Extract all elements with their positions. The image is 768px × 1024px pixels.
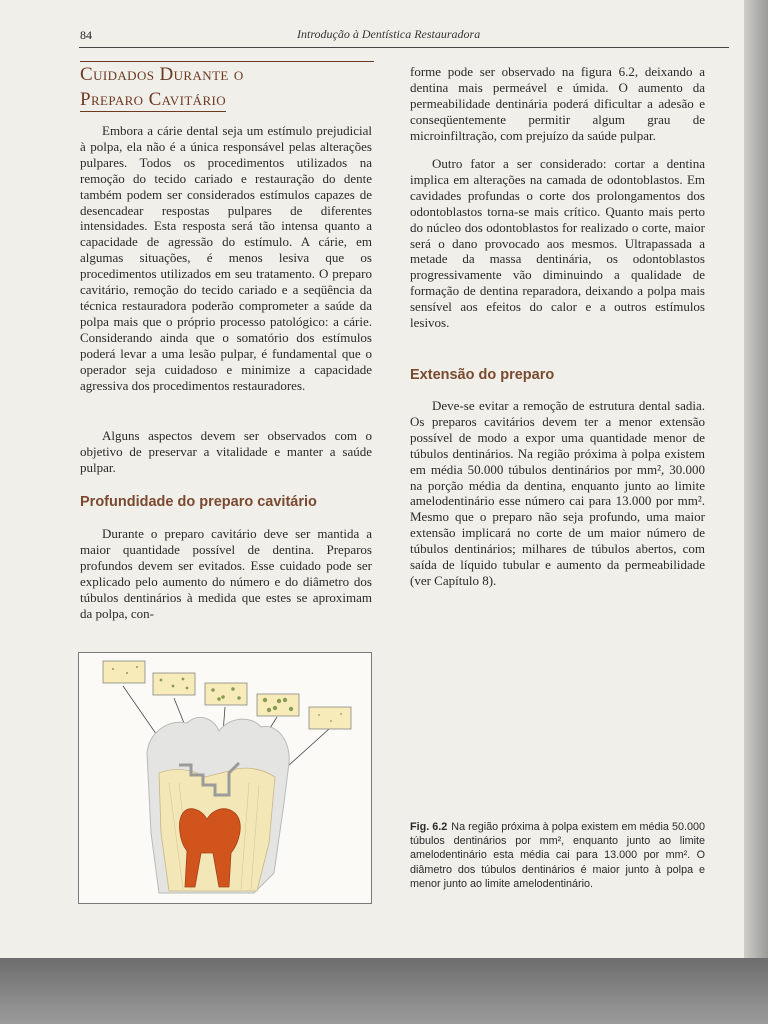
figure-tooth-illustration bbox=[78, 652, 372, 904]
tooth-diagram bbox=[79, 653, 371, 903]
scanner-background bbox=[0, 958, 768, 1024]
tubule-inset-2 bbox=[153, 673, 195, 695]
tubule-inset-4 bbox=[257, 694, 299, 716]
header-rule bbox=[79, 47, 729, 48]
subheading-extensao: Extensão do preparo bbox=[410, 367, 555, 383]
tubule-inset-5 bbox=[309, 707, 351, 729]
paragraph-aspects: Alguns aspectos devem ser observados com o objetivo de preservar a vitalidade e manter a saúde pulpar. bbox=[80, 428, 372, 475]
tubule-inset-1 bbox=[103, 661, 145, 683]
section-title-line1: Cuidados Durante o bbox=[80, 64, 244, 85]
paragraph-profundidade: Durante o preparo cavitário deve ser mantida a maior quantidade possível de dentina. Preparos profundos devem ser evitados. Esse cuidado pode ser explicado pelo aumento do número e do diâmetro dos túbulos dentinários à medida que estes se aproximam da polpa, con- bbox=[80, 526, 372, 621]
tubule-inset-3 bbox=[205, 683, 247, 705]
section-title-line2: Preparo Cavitário bbox=[80, 89, 227, 110]
page-edge-shadow bbox=[744, 0, 768, 958]
paragraph-extensao: Deve-se evitar a remoção de estrutura dental sadia. Os preparos cavitários devem ter a menor extensão possível de modo a expor uma quantidade menor de túbulos dentinários. Na região próxima à polpa existem em média 50.000 túbulos dentinários por mm², 30.000 na porção média da dentina, enquanto junto ao limite amelodentinário esse número cai para 13.000 por mm². Mesmo que o preparo não seja profundo, uma maior extensão implicará no corte de um maior número de túbulos dentinários; milhares de túbulos abertos, com saída de líquido tubular e aumento da permeabilidade (ver Capítulo 8). bbox=[410, 398, 705, 588]
running-header-title: Introdução à Dentística Restauradora bbox=[297, 27, 481, 41]
section-title bbox=[80, 62, 380, 112]
paragraph-odontoblastos: Outro fator a ser considerado: cortar a dentina implica em alterações na camada de odontoblastos. Em cavidades profundas o corte dos prolongamentos dos odontoblastos torna-se mais crítico. Quanto mais perto do núcleo dos odontoblastos for realizado o corte, maior será o dano provocado aos mesmos. Ultrapassada a metade da massa dentinária, os odontoblastos progressivamente vão diminuindo a qualidade de formação de dentina reparadora, deixando a polpa mais sensível aos efeitos do calor e a outros estímulos lesivos. bbox=[410, 156, 705, 331]
subheading-profundidade: Profundidade do preparo cavitário bbox=[80, 494, 317, 510]
figure-caption bbox=[410, 820, 705, 891]
paragraph-continuation: forme pode ser observado na figura 6.2, deixando a dentina mais permeável e úmida. O aumento da permeabilidade dentinária poderá dificultar a adesão e conseqüentemente permitir algum grau de microinfiltração, com prejuízo da saúde pulpar. bbox=[410, 64, 705, 143]
figure-label: Fig. 6.2 bbox=[410, 821, 448, 833]
paragraph-intro: Embora a cárie dental seja um estímulo prejudicial à polpa, ela não é a única responsável pelas alterações pulpares. Todos os procedimentos utilizados na remoção do tecido cariado e restauração do dente também podem ser considerados estímulos capazes de desencadear respostas pulpares de diferentes intensidades. Esta resposta será tão intensa quanto a capacidade de agressão do estímulo. A cárie, em algumas situações, é menos lesiva que os procedimentos utilizados em seu tratamento. O preparo cavitário, remoção do tecido cariado e a seqüência da técnica restauradora poderão comprometer a saúde da polpa mais que o próprio processo patológico: a cárie. Considerando ainda que o somatório dos estímulos poderá levar a uma lesão pulpar, é fundamental que o operador seja cuidadoso e minimize a capacidade agressiva dos procedimentos restauradores. bbox=[80, 123, 372, 393]
figure-caption-text: Na região próxima à polpa existem em média 50.000 túbulos dentinários por mm², enquanto junto ao limite amelodentinário esta média cai para 13.000 por mm². O diâmetro dos túbulos dentinários é maior junto à polpa e menor junto ao limite amelodentinário. bbox=[410, 821, 706, 890]
page-number: 84 bbox=[80, 28, 92, 42]
